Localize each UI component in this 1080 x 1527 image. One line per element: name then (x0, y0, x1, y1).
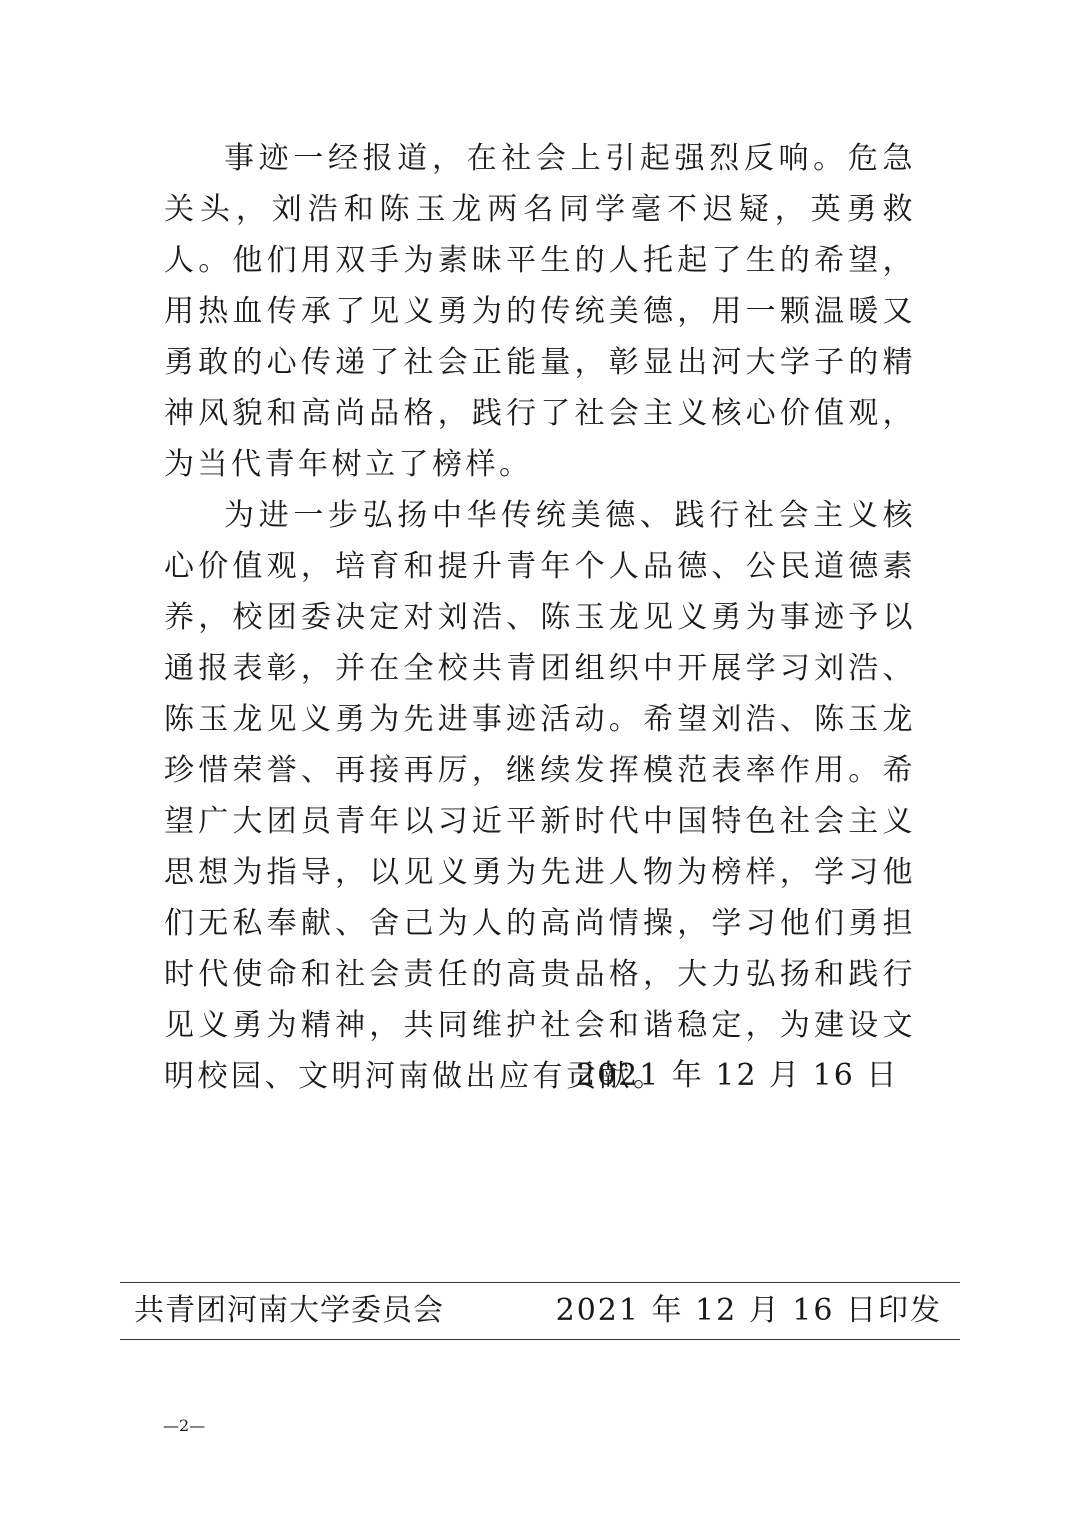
document-body (164, 133, 916, 1102)
footer-top-rule (120, 1282, 960, 1283)
footer-bottom-rule (120, 1339, 960, 1340)
issue-date: 2021 年 12 月 16 日印发 (555, 1293, 942, 1328)
issuer-name: 共青团河南大学委员会 (134, 1293, 444, 1328)
page-number: —2— (163, 1416, 206, 1435)
paragraph: 事迹一经报道，在社会上引起强烈反响。危急关头，刘浩和陈玉龙两名同学毫不迟疑，英勇救人。他们用双手为素昧平生的人托起了生的希望，用热血传承了见义勇为的传统美德，用一颗温暖又勇敢的心传递了社会正能量，彰显出河大学子的精神风貌和高尚品格，践行了社会主义核心价值观，为当代青年树立了榜样。 (164, 141, 916, 482)
signature-date: 2021 年 12 月 16 日 (576, 1058, 899, 1093)
paragraph: 为进一步弘扬中华传统美德、践行社会主义核心价值观，培育和提升青年个人品德、公民道德素养，校团委决定对刘浩、陈玉龙见义勇为事迹予以通报表彰，并在全校共青团组织中开展学习刘浩、陈玉龙见义勇为先进事迹活动。希望刘浩、陈玉龙珍惜荣誉、再接再厉，继续发挥模范表率作用。希望广大团员青年以习近平新时代中国特色社会主义思想为指导，以见义勇为先进人物为榜样，学习他们无私奉献、舍己为人的高尚情操，学习他们勇担时代使命和社会责任的高贵品格，大力弘扬和践行见义勇为精神，共同维护社会和谐稳定，为建设文明校园、文明河南做出应有贡献。 (164, 498, 916, 1094)
